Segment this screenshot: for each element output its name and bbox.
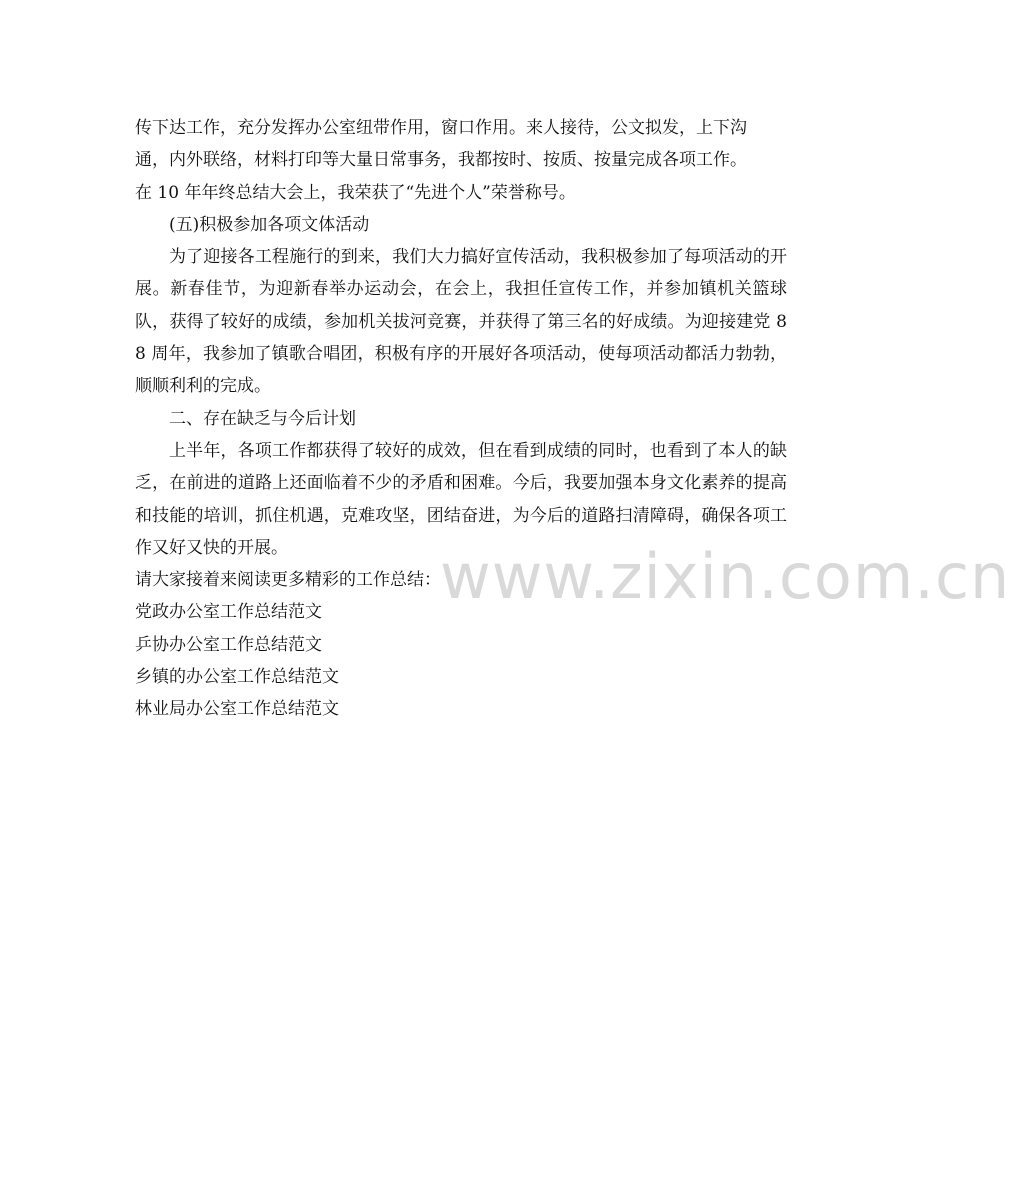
intro-line-3: 在 10 年年终总结大会上，我荣获了“先进个人”荣誉称号。 [135, 182, 576, 203]
more-reading-prompt: 请大家接着来阅读更多精彩的工作总结： [135, 570, 441, 591]
related-article-link[interactable]: 乒协办公室工作总结范文 [135, 634, 322, 655]
section-2-heading: 二、存在缺乏与今后计划 [169, 408, 356, 429]
document-page [135, 112, 787, 726]
section-5-heading: (五)积极参加各项文体活动 [169, 214, 370, 235]
related-article-link[interactable]: 乡镇的办公室工作总结范文 [135, 667, 339, 688]
intro-line-2: 通，内外联络，材料打印等大量日常事务，我都按时、按质、按量完成各项工作。 [135, 150, 747, 171]
site-watermark: www.zixin.com.cn [440, 540, 1010, 613]
section-5-paragraph: 为了迎接各工程施行的到来，我们大力搞好宣传活动，我积极参加了每项活动的开展。新春佳节，为迎新春举办运动会，在会上，我担任宣传工作，并参加镇机关篮球队，获得了较好的成绩，参加机关拔河竞赛，并获得了第三名的好成绩。为迎接建党 88 周年，我参加了镇歌合唱团，积极有序的开展好各项活动，使每项活动都活力勃勃，顺顺利利的完成。 [135, 247, 787, 397]
intro-line-1: 传下达工作，充分发挥办公室纽带作用，窗口作用。来人接待，公文拟发，上下沟 [135, 118, 747, 138]
related-article-link[interactable]: 林业局办公室工作总结范文 [135, 699, 339, 720]
related-articles-list [135, 596, 787, 725]
section-2-paragraph: 上半年，各项工作都获得了较好的成效，但在看到成绩的同时，也看到了本人的缺乏，在前进的道路上还面临着不少的矛盾和困难。今后，我要加强本身文化素养的提高和技能的培训，抓住机遇，克难攻坚，团结奋进，为今后的道路扫清障碍，确保各项工作又好又快的开展。 [135, 440, 787, 558]
related-article-link[interactable]: 党政办公室工作总结范文 [135, 602, 322, 623]
